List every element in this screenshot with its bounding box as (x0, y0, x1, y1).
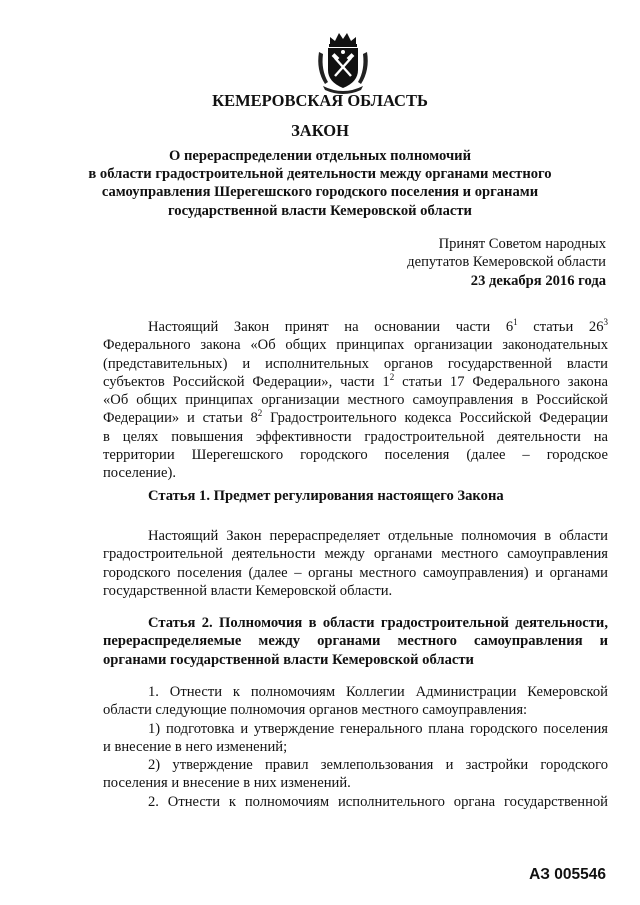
article-2-heading-line: перераспределяемые между органами местного самоуправления и (103, 633, 608, 650)
law-subject-line: О перераспределении отдельных полномочий (168, 148, 471, 164)
article-1-heading: Статья 1. Предмет регулирования настоящего Закона (148, 488, 504, 504)
article-1-line: градостроительной деятельности между органами местного самоуправления (103, 546, 608, 563)
preamble-line: Федерального закона «Об общих принципах организации законодательных (103, 337, 608, 354)
article-2-heading-line: органами государственной власти Кемеровской области (103, 651, 474, 668)
adopted-by-line: Принят Советом народных (438, 236, 606, 252)
article-1-line: государственной власти Кемеровской области. (103, 582, 393, 599)
law-subject (0, 147, 640, 220)
kemerovo-coat-of-arms-icon (313, 30, 373, 96)
article-2-line: поселения и внесение в них изменений. (103, 775, 351, 792)
adoption-date: 23 декабря 2016 года (470, 272, 606, 289)
law-title: ЗАКОН (291, 121, 349, 140)
article-2-line: и внесение в него изменений; (103, 738, 288, 755)
document-serial-number: АЗ 005546 (529, 866, 606, 883)
adopted-by-line: депутатов Кемеровской области (407, 254, 606, 271)
preamble-line: Настоящий Закон принят на основании части $6^1$ статьи $26^3$ (148, 317, 608, 335)
article-2-line: 2. Отнести к полномочиям исполнительного органа государственной (148, 793, 608, 810)
article-2-heading (103, 614, 608, 669)
article-2-line: 1. Отнести к полномочиям Коллегии Администрации Кемеровской (148, 684, 608, 700)
article-2-text (103, 683, 608, 811)
law-subject-line: государственной власти Кемеровской области (168, 202, 472, 219)
law-subject-line: в области градостроительной деятельности между органами местного (88, 166, 552, 183)
article-2-line: 2) утверждение правил землепользования и застройки городского (148, 757, 608, 774)
preamble-line: территории Шерегешского городского поселения (далее – городское (103, 447, 608, 464)
article-1-line: городского поселения (далее – органы местного самоуправления) и органами (103, 564, 608, 581)
preamble-line: поселение). (103, 465, 176, 482)
preamble (103, 318, 608, 483)
preamble-line: «Об общих принципах организации местного самоуправления в Российской (103, 392, 608, 409)
adoption-block (407, 235, 606, 290)
law-subject-line: самоуправления Шерегешского городского поселения и органами (101, 184, 539, 201)
article-1-text (103, 527, 608, 600)
preamble-line: Федерации» и статьи $8^2$ Градостроительного кодекса Российской Федерации (103, 408, 609, 427)
article-2-line: 1) подготовка и утверждение генерального плана городского поселения (148, 720, 608, 737)
article-2-line: области следующие полномочия органов местного самоуправления: (103, 702, 528, 719)
article-1-line: Настоящий Закон перераспределяет отдельные полномочия в области (148, 528, 608, 544)
region-title: КЕМЕРОВСКАЯ ОБЛАСТЬ (212, 91, 428, 110)
article-2-heading-line: Статья 2. Полномочия в области градостроительной деятельности, (148, 615, 608, 631)
preamble-line: в целях повышения эффективности градостроительной деятельности на (103, 428, 608, 445)
preamble-line: субъектов Российской Федерации», части $1^2$ статьи 17 Федерального закона (103, 371, 608, 390)
preamble-line: (представительных) и исполнительных органов государственной власти (103, 355, 608, 372)
